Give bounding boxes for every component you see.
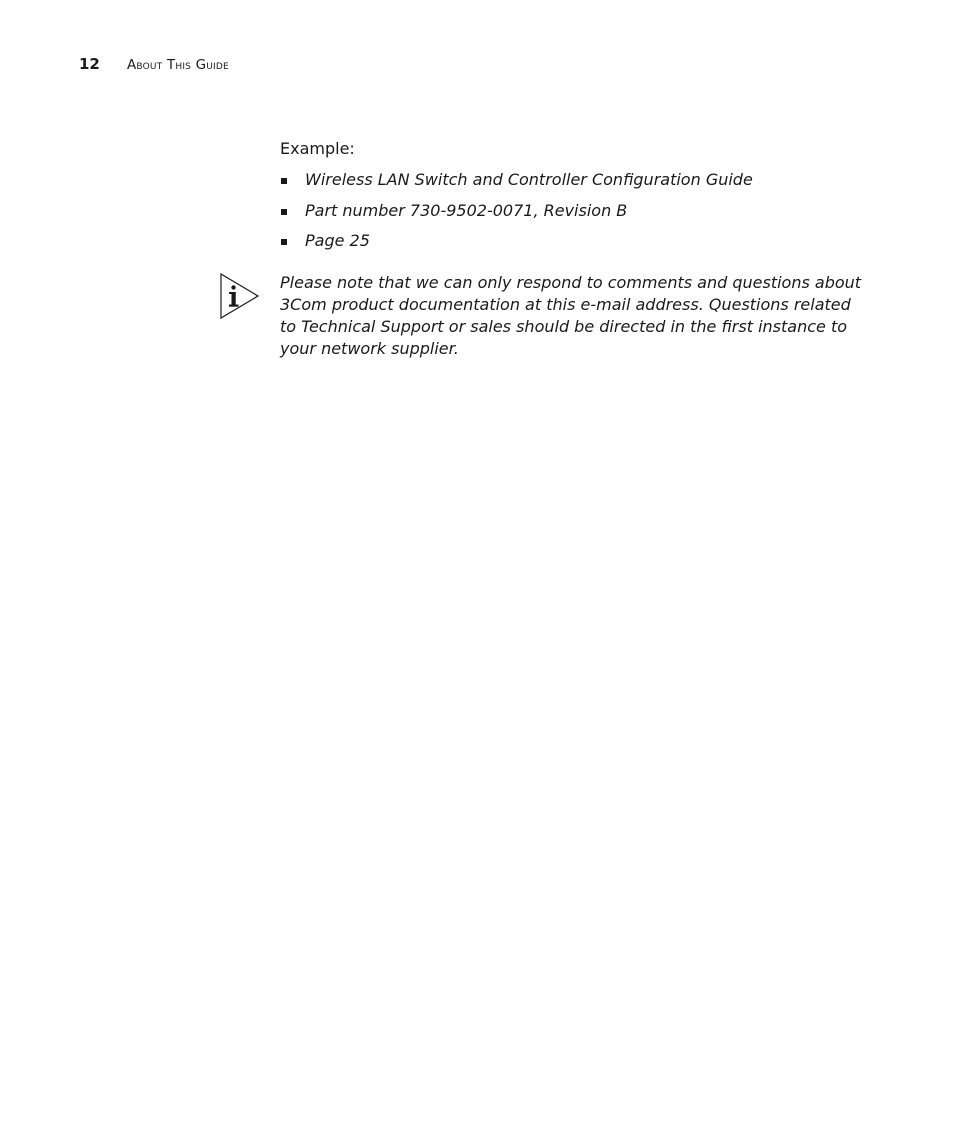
list-item <box>280 169 870 191</box>
list-item-text: Part number 730-9502-0071, Revision B <box>305 200 628 220</box>
list-item <box>280 200 870 222</box>
square-bullet-icon <box>281 209 287 215</box>
example-list <box>280 169 870 252</box>
page-number: 12 <box>79 55 100 73</box>
header-title: About This Guide <box>127 57 229 73</box>
list-item <box>280 230 870 252</box>
square-bullet-icon <box>281 178 287 184</box>
example-label: Example: <box>280 139 355 158</box>
running-header <box>79 55 229 73</box>
note-text: Please note that we can only respond to comments and questions about 3Com product documentation at this e-mail address. Questions related to Technical Support or sales should be directed in the first instance to your network supplier. <box>280 273 862 358</box>
square-bullet-icon <box>281 239 287 245</box>
list-item-text: Page 25 <box>305 231 370 250</box>
list-item-text: Wireless LAN Switch and Controller Configuration Guide <box>305 170 753 189</box>
info-triangle-icon <box>220 273 260 319</box>
example-section <box>280 138 870 261</box>
